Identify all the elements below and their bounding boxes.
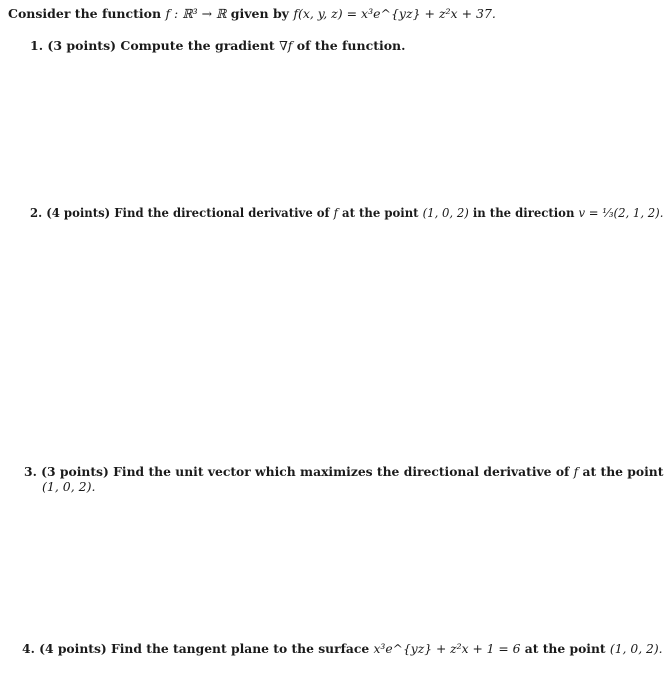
answer-space-2 [0, 230, 667, 455]
question-3-continuation [42, 479, 95, 494]
question-3 [24, 464, 663, 479]
question-4-point: (1, 0, 2). [609, 641, 663, 656]
question-4-surface: x³e^{yz} + z²x + 1 = 6 [373, 641, 521, 656]
intro-map: f : ℝ³ → ℝ [165, 6, 227, 21]
question-4-text: Find the tangent plane to the surface [111, 641, 370, 656]
question-4-at: at the point [524, 641, 606, 656]
question-3-number: 3. [24, 464, 37, 479]
question-4-number: 4. [22, 641, 35, 656]
intro-lead: Consider the function [8, 6, 162, 21]
question-1-math: ∇f [279, 38, 293, 53]
question-2-point: (1, 0, 2) [422, 205, 469, 220]
intro-given: given by [230, 6, 289, 21]
answer-space-1 [0, 60, 667, 200]
question-1-points: (3 points) [47, 38, 117, 53]
question-2-f: f [333, 205, 338, 220]
question-2-text: Find the directional derivative of [114, 205, 330, 220]
question-2 [30, 205, 663, 220]
question-3-text: Find the unit vector which maximizes the directional derivative of [113, 464, 570, 479]
intro-line [8, 6, 496, 21]
question-1 [30, 38, 406, 53]
question-2-points: (4 points) [46, 205, 111, 220]
question-2-number: 2. [30, 205, 43, 220]
question-3-points: (3 points) [41, 464, 109, 479]
answer-space-3 [0, 500, 667, 635]
question-1-text: Compute the gradient [120, 38, 275, 53]
question-3-point: (1, 0, 2). [42, 479, 96, 494]
question-2-at: at the point [342, 205, 419, 220]
intro-formula: f(x, y, z) = x³e^{yz} + z²x + 37. [293, 6, 496, 21]
question-3-f: f [573, 464, 579, 479]
question-4 [22, 641, 663, 656]
question-1-tail: of the function. [296, 38, 406, 53]
question-2-vec: v = ⅓(2, 1, 2). [578, 205, 664, 220]
question-1-number: 1. [30, 38, 44, 53]
question-3-at: at the point [582, 464, 664, 479]
question-4-points: (4 points) [39, 641, 107, 656]
question-2-dir: in the direction [472, 205, 575, 220]
